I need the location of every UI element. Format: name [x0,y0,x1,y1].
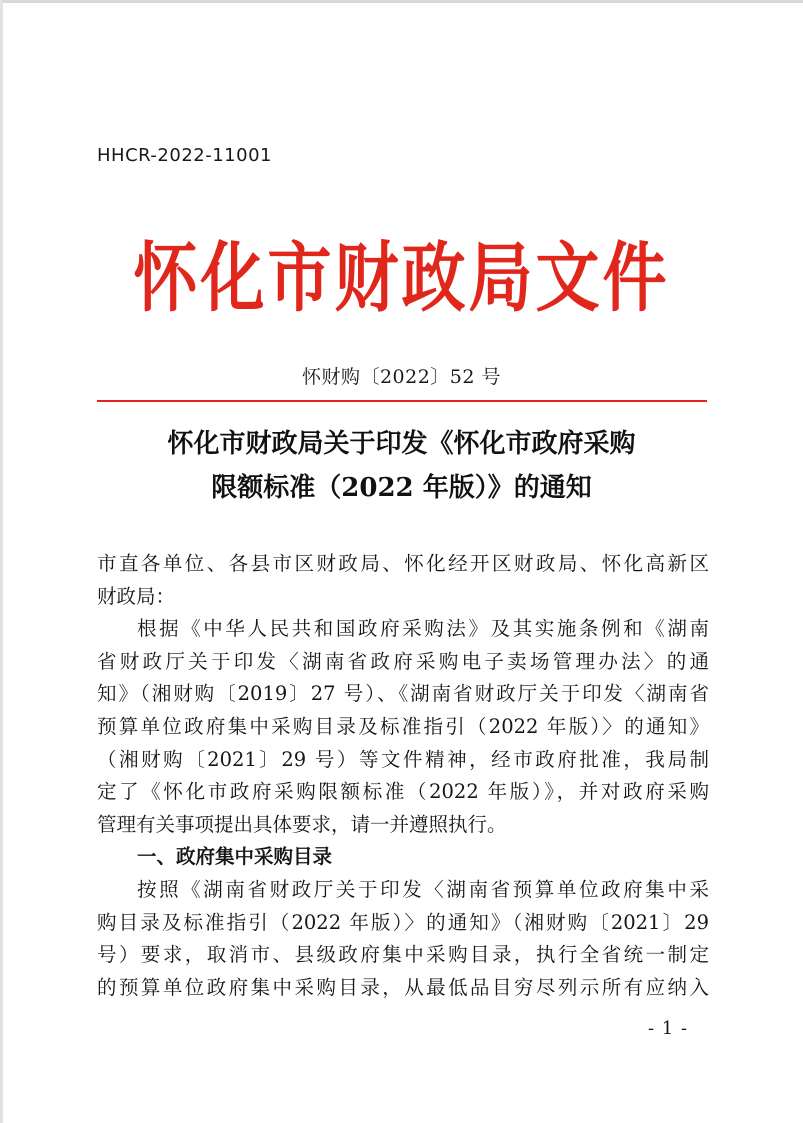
notice-title-line-1: 怀化市财政局关于印发《怀化市政府采购 [167,429,636,459]
notice-body [97,548,709,1004]
body-line: （湘财购〔2021〕29 号）等文件精神，经市政府批准，我局制 [97,747,709,771]
body-line: 市直各单位、各县市区财政局、怀化经开区财政局、怀化高新区 [97,552,709,575]
body-line: 号）要求，取消市、县级政府集中采购目录，执行全省统一制定 [97,943,709,967]
scan-edge-left [0,0,3,1123]
issuing-authority-title: 怀化市财政局文件 [133,235,670,324]
body-line: 财政局： [97,584,176,608]
notice-title-line-2: 限额标准（2022 年版）》的通知 [211,473,592,503]
body-line: 省财政厅关于印发〈湖南省政府采购电子卖场管理办法〉的通 [97,649,709,673]
body-line: 的预算单位政府集中采购目录，从最低品目穷尽列示所有应纳入 [97,975,709,999]
document-number: 怀财购〔2022〕52 号 [301,366,502,388]
document-code: HHCR-2022-11001 [97,145,272,166]
red-divider-line [97,400,707,402]
section-heading: 一、政府集中采购目录 [137,845,333,869]
body-line: 预算单位政府集中采购目录及标准指引（2022 年版）〉的通知》 [97,714,709,738]
body-line: 知》（湘财购〔2019〕27 号）、《湖南省财政厅关于印发〈湖南省 [97,682,709,706]
scan-edge-top [0,0,803,3]
page-number: - 1 - [648,1018,689,1039]
notice-title [0,422,803,510]
body-line: 根据《中华人民共和国政府采购法》及其实施条例和《湖南 [137,617,709,641]
body-line: 按照《湖南省财政厅关于印发〈湖南省预算单位政府集中采 [137,877,709,901]
body-line: 定了《怀化市政府采购限额标准（2022 年版）》，并对政府采购 [97,780,709,804]
body-line: 购目录及标准指引（2022 年版）〉的通知》（湘财购〔2021〕29 [97,910,709,934]
body-line: 管理有关事项提出具体要求，请一并遵照执行。 [97,812,507,836]
